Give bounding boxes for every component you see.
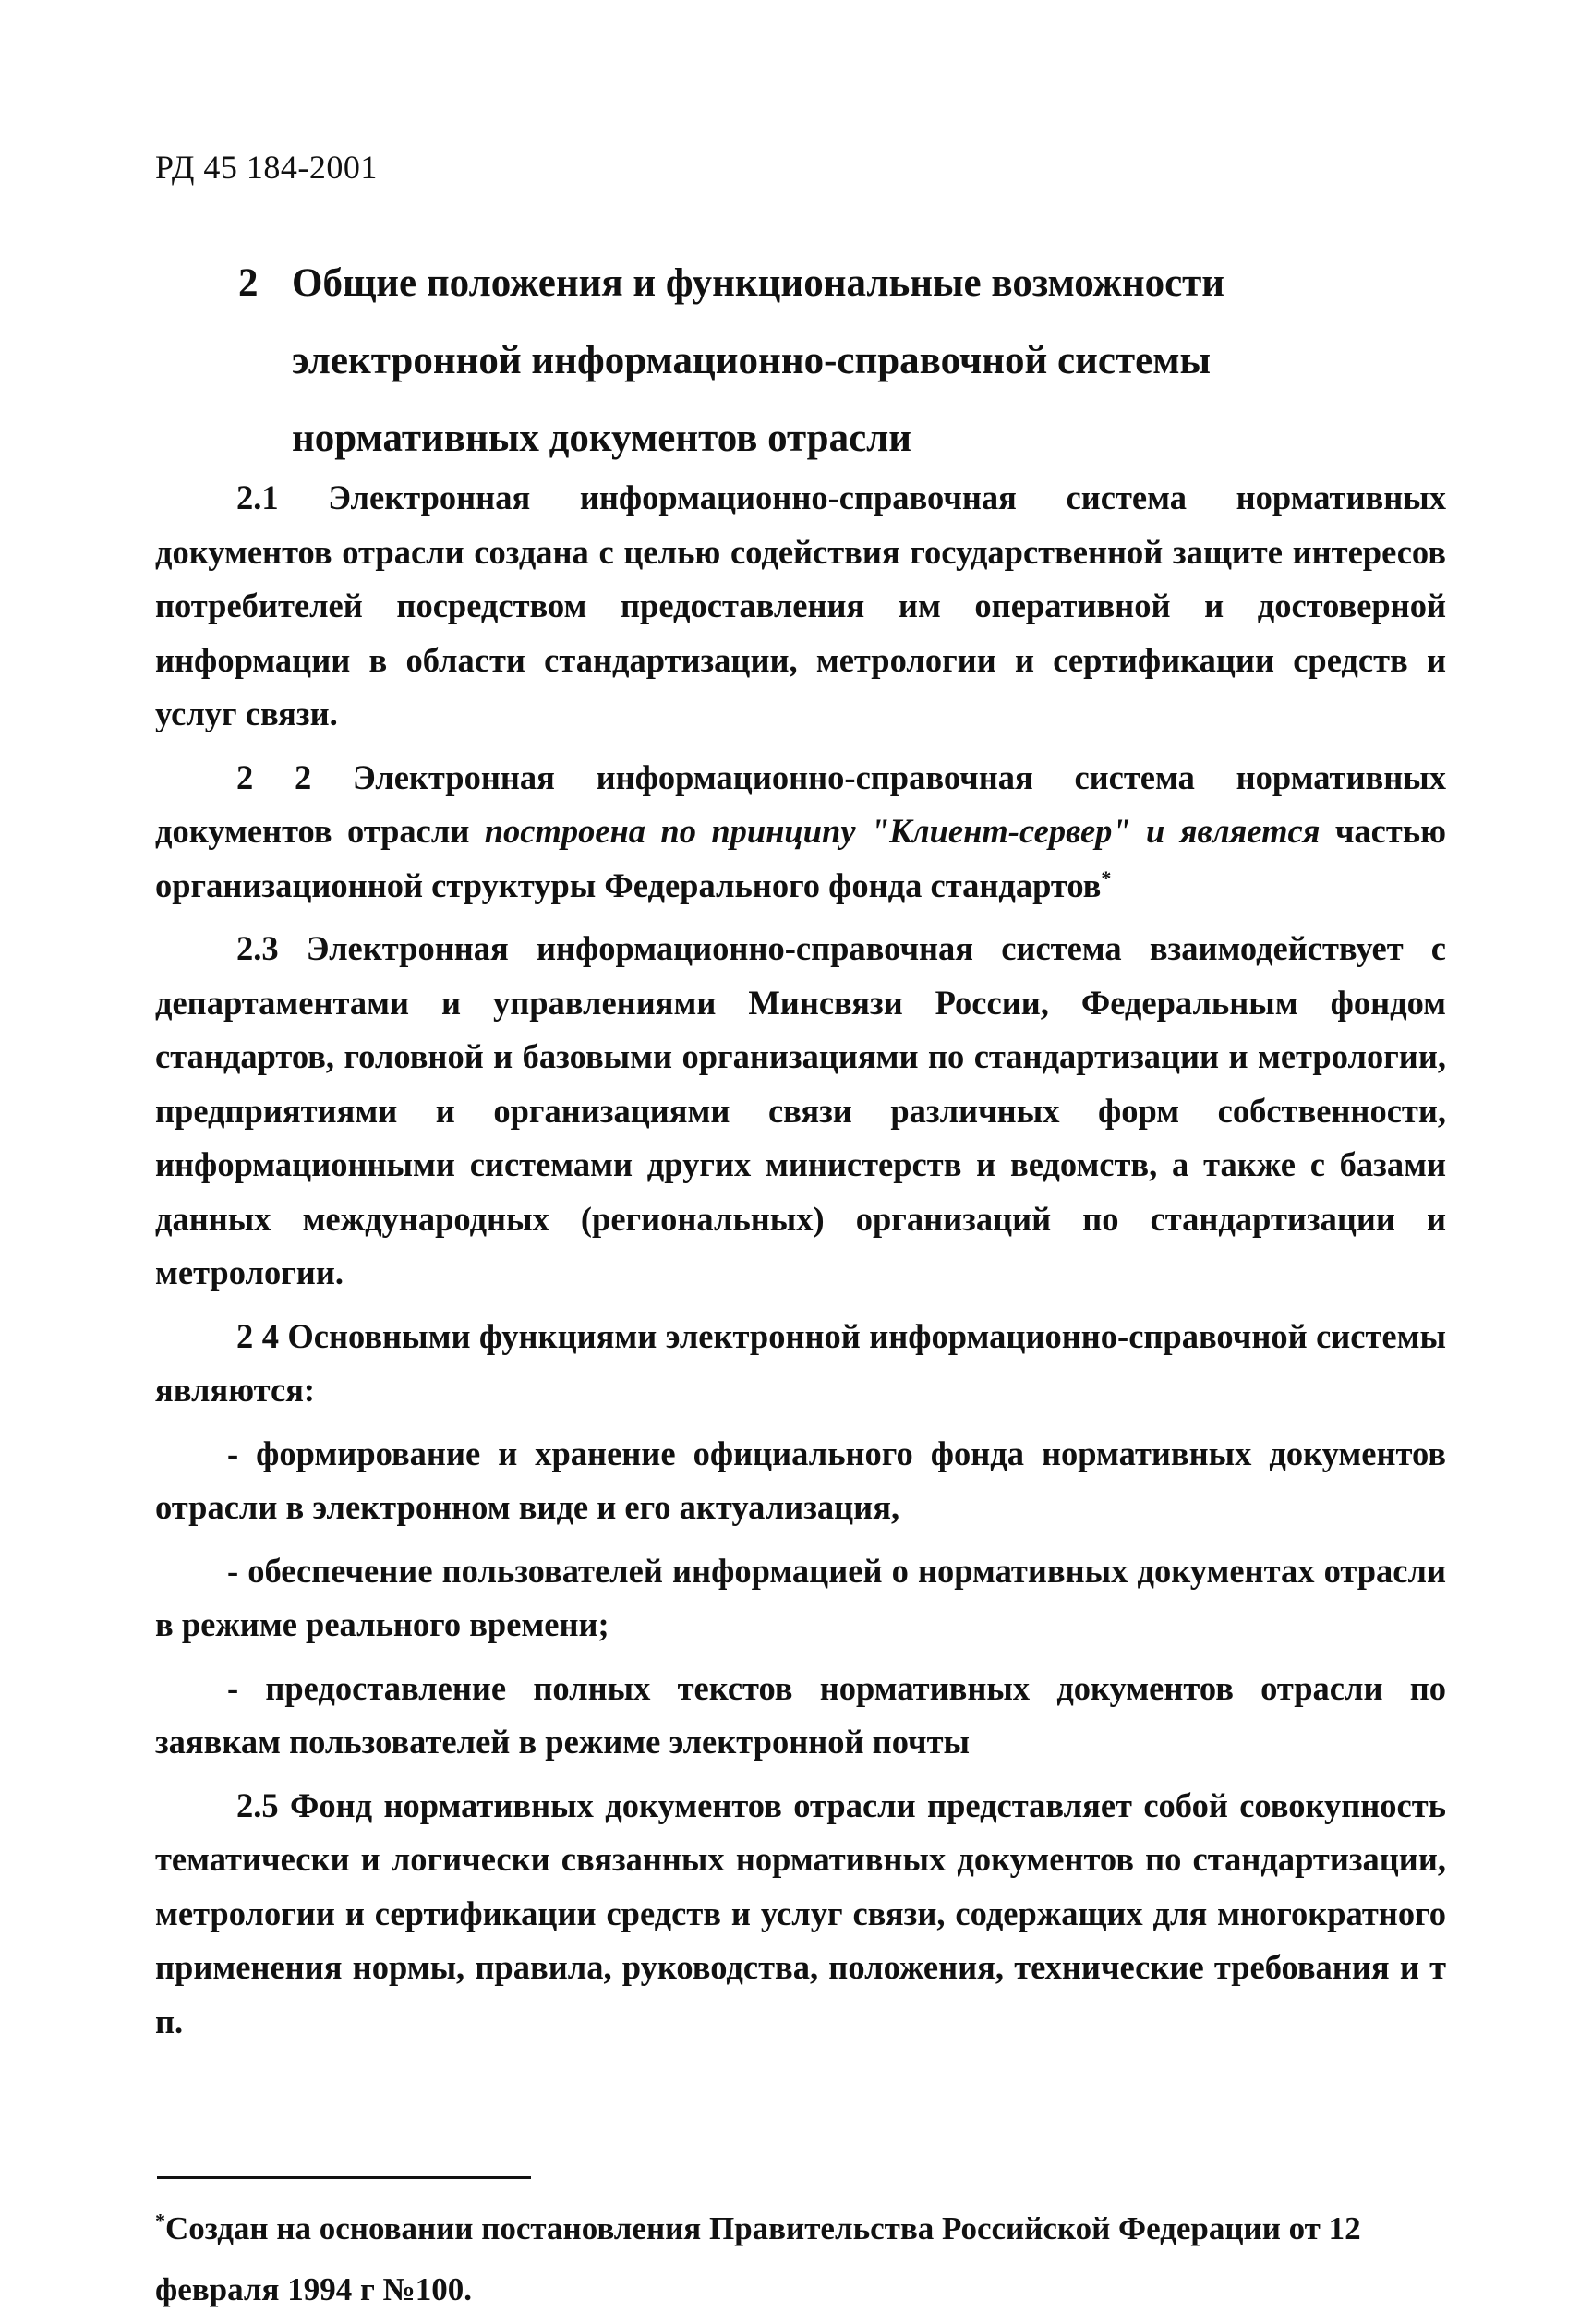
footnote-marker: * — [155, 2209, 165, 2233]
section-title: Общие положения и функциональные возможности электронной информационно-справочной системы нормативных документов отрасли — [292, 261, 1225, 460]
list-item-1: - формирование и хранение официального фонда нормативных документов отрасли в электронном виде и его актуализация, — [155, 1434, 1446, 1526]
list-item-2: - обеспечение пользователей информацией о нормативных документах отрасли в режиме реального времени; — [155, 1551, 1446, 1643]
body-text — [155, 471, 1446, 2058]
section-heading — [238, 245, 1439, 478]
paragraph-2-2 — [155, 751, 1446, 914]
paragraph-2-4: 2 4 Основными функциями электронной информационно-справочной системы являются: — [155, 1316, 1446, 1409]
footnote — [155, 2198, 1446, 2320]
paragraph-2-2-text: 2 2 Электронная информационно-справочная система нормативных документов отрасли построена по принципу "Клиент-сервер" и является частью организационной структуры Федерального фонда стандартов — [155, 757, 1446, 904]
footnote-ref-marker: * — [1101, 865, 1112, 890]
paragraph-2-5: 2.5 Фонд нормативных документов отрасли представляет собой совокупность тематически и логически связанных нормативных документов по стандартизации, метрологии и сертификации средств и услуг связи, содержащих для многократного применения нормы, правила, руководства, положения, технические требования и т п. — [155, 1785, 1446, 2040]
list-item-3: - предоставление полных текстов нормативных документов отрасли по заявкам пользователей в режиме электронной почты — [155, 1668, 1446, 1761]
footnote-text: Создан на основании постановления Правительства Российской Федерации от 12 февраля 1994 г №100. — [155, 2210, 1361, 2307]
paragraph-2-3: 2.3 Электронная информационно-справочная система взаимодействует с департаментами и управлениями Минсвязи России, Федеральным фондом стандартов, головной и базовыми организациями по стандартизации и метрологии, предприятиями и организациями связи различных форм собственности, информационными системами других министерств и ведомств, а также с базами данных международных (региональных) организаций по стандартизации и метрологии. — [155, 929, 1446, 1291]
section-number: 2 — [238, 261, 259, 305]
paragraph-2-1: 2.1 Электронная информационно-справочная система нормативных документов отрасли создана с целью содействия государственной защите интересов потребителей посредством предоставления им оперативной и достоверной информации в области стандартизации, метрологии и сертификации средств и услуг связи. — [155, 478, 1446, 732]
document-code: РД 45 184-2001 — [155, 149, 378, 186]
footnote-divider — [157, 2176, 531, 2179]
paragraph-2-2-italic: построена по принципу "Клиент-сервер" и является — [484, 812, 1321, 850]
